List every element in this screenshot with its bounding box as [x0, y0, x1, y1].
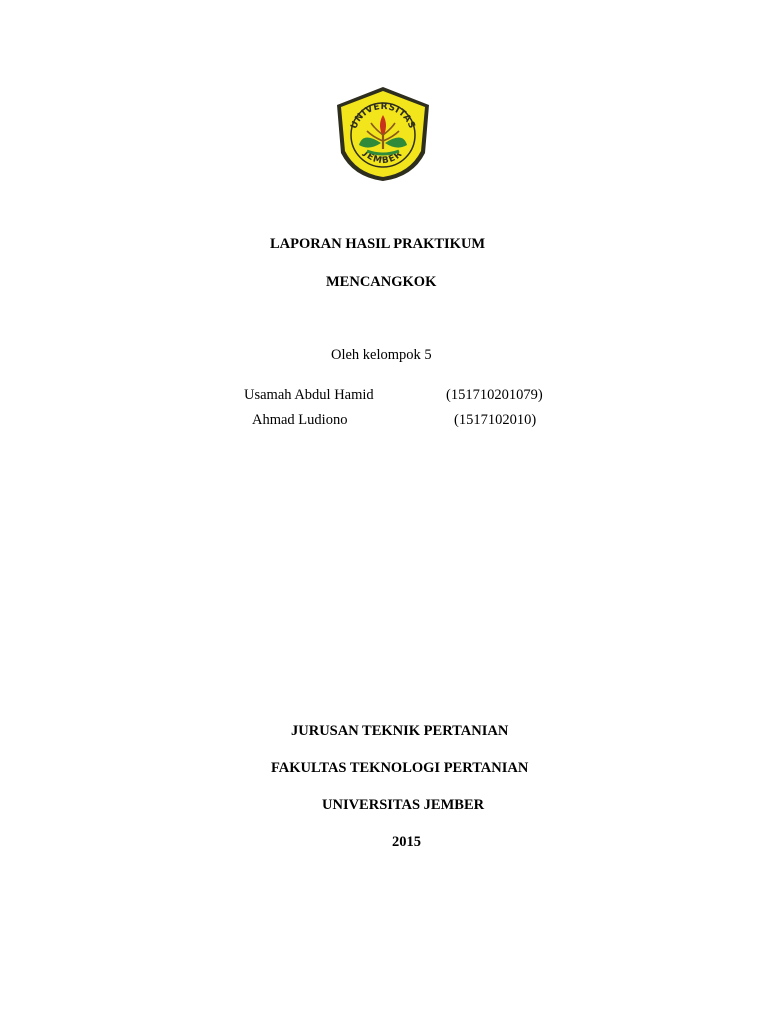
logo-bottom-text: JEMBER [361, 148, 405, 167]
university-name: UNIVERSITAS JEMBER [322, 797, 485, 813]
member-name: Ahmad Ludiono [252, 412, 348, 428]
report-title: LAPORAN HASIL PRAKTIKUM [270, 236, 486, 252]
report-year: 2015 [392, 834, 421, 850]
member-name: Usamah Abdul Hamid [244, 387, 374, 403]
department-name: JURUSAN TEKNIK PERTANIAN [291, 723, 509, 739]
university-jember-logo [333, 85, 433, 183]
logo-top-text: UNIVERSITAS [349, 101, 417, 131]
faculty-name: FAKULTAS TEKNOLOGI PERTANIAN [271, 760, 529, 776]
group-label: Oleh kelompok 5 [331, 347, 432, 363]
report-subtitle: MENCANGKOK [326, 274, 437, 290]
member-nim: (151710201079) [446, 387, 543, 403]
member-nim: (1517102010) [454, 412, 537, 428]
